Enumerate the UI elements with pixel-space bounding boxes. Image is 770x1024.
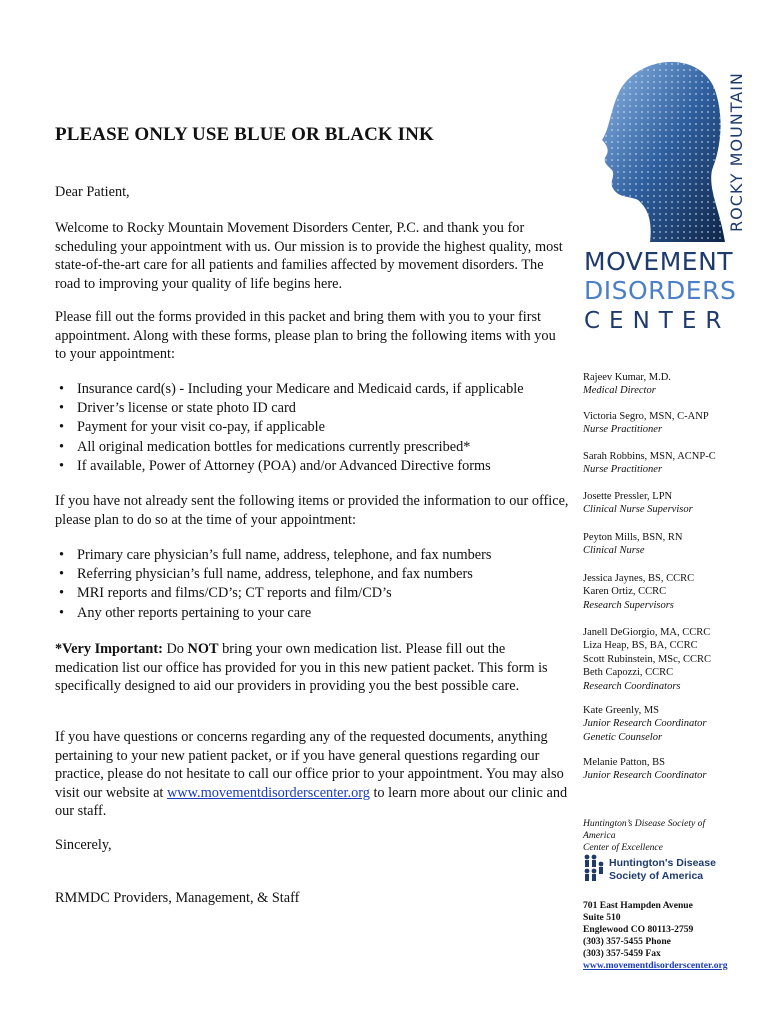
signature: RMMDC Providers, Management, & Staff	[55, 890, 300, 906]
logo-word-disorders: DISORDERS	[584, 276, 737, 305]
closing: Sincerely,	[55, 837, 112, 853]
send-paragraph: If you have not already sent the following items or provided the information to our office, please plan to do so at the time of your appointment:	[55, 493, 569, 528]
hdsa-caption: Huntington’s Disease Society of America Center of Excellence	[583, 818, 706, 853]
hdsa-figures-icon	[585, 855, 604, 881]
address-street: 701 East Hampden Avenue	[583, 900, 693, 911]
list-item: • MRI reports and films/CD’s; CT reports and film/CD’s	[55, 584, 575, 603]
list-item: • Payment for your visit co-pay, if applicable	[55, 418, 575, 437]
address-website-link[interactable]: www.movementdisorderscenter.org	[583, 960, 728, 971]
important-lead: *Very Important:	[55, 641, 163, 657]
staff-entry: Melanie Patton, BS Junior Research Coordinator	[583, 757, 707, 782]
intro-paragraph: Welcome to Rocky Mountain Movement Disorders Center, P.C. and thank you for scheduling your appointment with us. Our mission is to provide the highest quality, most state-of-the-art care for all patients and families affected by movement disorders. The road to improving your quality of life begins here.	[55, 220, 563, 292]
staff-entry: Rajeev Kumar, M.D. Medical Director	[583, 372, 671, 397]
list-item: • Insurance card(s) - Including your Medicare and Medicaid cards, if applicable	[55, 380, 575, 399]
staff-entry: Janell DeGiorgio, MA, CCRC Liza Heap, BS, BA, CCRC Scott Rubinstein, MSc, CCRC Beth Capozzi, CCRC Research Coordinators	[583, 627, 712, 692]
list-item: • Driver’s license or state photo ID card	[55, 399, 575, 418]
staff-entry: Josette Pressler, LPN Clinical Nurse Supervisor	[583, 491, 693, 516]
questions-paragraph: If you have questions or concerns regarding any of the requested documents, anything pertaining to your new patient packet, or if you have general questions regarding our practice, please do not hesitate to call our office prior to your appointment. You may also visit our website at www.movementdisorderscenter.org to learn more about our clinic and our staff.	[55, 729, 568, 820]
staff-entry: Peyton Mills, BSN, RN Clinical Nurse	[583, 532, 683, 557]
send-items-list	[55, 546, 575, 623]
svg-text:Huntington's Disease: Huntington's Disease	[609, 857, 716, 869]
list-item: • If available, Power of Attorney (POA) and/or Advanced Directive forms	[55, 457, 575, 476]
list-item: • Any other reports pertaining to your care	[55, 604, 575, 623]
staff-entry: Sarah Robbins, MSN, ACNP-C Nurse Practitioner	[583, 451, 716, 476]
logo-word-center: CENTER	[584, 308, 731, 334]
staff-entry: Kate Greenly, MS Junior Research Coordinator Genetic Counselor	[583, 705, 707, 743]
rocky-mountain-text: ROCKY MOUNTAIN	[727, 72, 746, 232]
address-city: Englewood CO 80113-2759	[583, 924, 694, 935]
list-item: • Referring physician’s full name, address, telephone, and fax numbers	[55, 565, 575, 584]
list-item: • All original medication bottles for medications currently prescribed*	[55, 438, 575, 457]
list-item: • Primary care physician’s full name, address, telephone, and fax numbers	[55, 546, 575, 565]
logo-rocky-mountain	[722, 50, 752, 240]
website-link[interactable]: www.movementdisorderscenter.org	[166, 784, 370, 801]
bring-items-list	[55, 380, 575, 476]
staff-entry: Jessica Jaynes, BS, CCRC Karen Ortiz, CCRC Research Supervisors	[583, 573, 695, 611]
address-suite: Suite 510	[583, 912, 621, 923]
important-not: NOT	[187, 641, 219, 657]
logo-word-movement: MOVEMENT	[584, 247, 734, 276]
important-paragraph: *Very Important: Do NOT bring your own medication list. Please fill out the medication list our office has provided for you in this new patient packet. This form is specifically designed to aid our providers in providing you the best possible care.	[55, 641, 548, 695]
page-heading: PLEASE ONLY USE BLUE OR BLACK INK	[55, 124, 434, 145]
address-block	[583, 900, 763, 972]
hdsa-logo	[583, 852, 733, 884]
forms-paragraph: Please fill out the forms provided in this packet and bring them with you to your first appointment. Along with these forms, please plan to bring the following items with you to your appointment:	[55, 309, 556, 363]
staff-entry: Victoria Segro, MSN, C-ANP Nurse Practitioner	[583, 411, 709, 436]
address-phone: (303) 357-5455 Phone	[583, 936, 671, 947]
address-fax: (303) 357-5459 Fax	[583, 948, 661, 959]
svg-text:Society of America: Society of America	[609, 870, 704, 882]
greeting: Dear Patient,	[55, 184, 130, 200]
